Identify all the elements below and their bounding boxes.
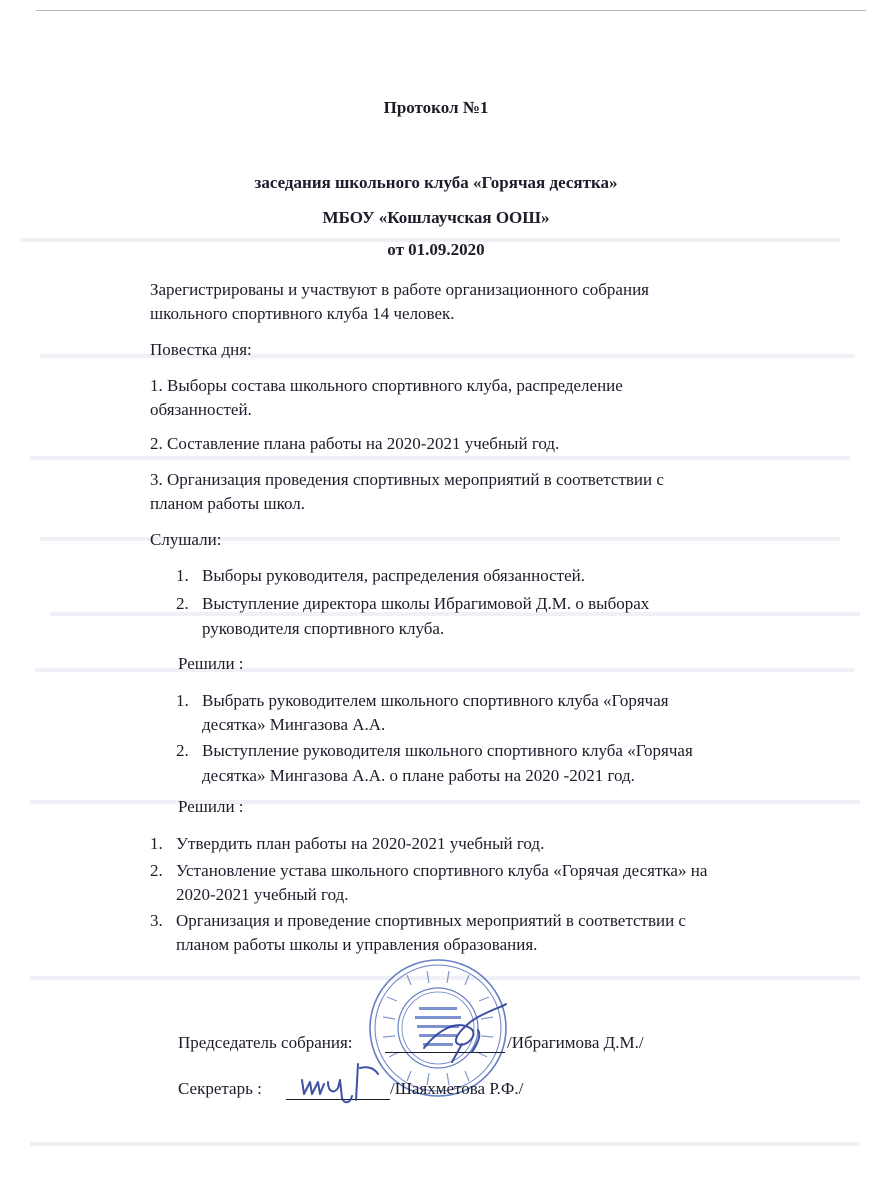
decided-item bbox=[150, 834, 544, 854]
list-text-cont: 2020-2021 учебный год. bbox=[176, 885, 349, 904]
agenda-item: 2. Составление плана работы на 2020-2021 учебный год. bbox=[150, 434, 560, 453]
list-number: 2. bbox=[176, 741, 189, 760]
decided-item bbox=[176, 691, 669, 711]
list-text: Выбрать руководителем школьного спортивного клуба «Горячая bbox=[202, 691, 669, 710]
school-name: МБОУ «Кошлаучская ООШ» bbox=[322, 208, 550, 227]
list-number: 2. bbox=[176, 594, 189, 613]
list-number: 1. bbox=[150, 834, 163, 853]
list-text: Утвердить план работы на 2020-2021 учебный год. bbox=[176, 834, 545, 853]
chair-signature bbox=[418, 1000, 510, 1066]
list-text: Установление устава школьного спортивного клуба «Горячая десятка» на bbox=[176, 861, 708, 880]
chair-name: /Ибрагимова Д.М./ bbox=[507, 1033, 644, 1052]
list-number: 1. bbox=[176, 691, 189, 710]
heard-item bbox=[176, 566, 585, 586]
agenda-item-cont: обязанностей. bbox=[150, 400, 252, 419]
chair-label: Председатель собрания: bbox=[178, 1033, 353, 1052]
document-date: от 01.09.2020 bbox=[387, 240, 485, 259]
agenda-item-cont: планом работы школ. bbox=[150, 494, 305, 513]
list-text: Выступление руководителя школьного спортивного клуба «Горячая bbox=[202, 741, 693, 760]
list-text-cont: десятка» Мингазова А.А. о плане работы на 2020 -2021 год. bbox=[202, 766, 635, 785]
document-subtitle: заседания школьного клуба «Горячая десятка» bbox=[254, 173, 618, 192]
decided-item bbox=[150, 861, 707, 881]
decided-item bbox=[150, 911, 686, 931]
intro-line: Зарегистрированы и участвуют в работе организационного собрания bbox=[150, 280, 649, 299]
list-text: Организация и проведение спортивных мероприятий в соответствии с bbox=[176, 911, 686, 930]
scan-streak bbox=[30, 1142, 860, 1146]
list-text-cont: руководителя спортивного клуба. bbox=[202, 619, 445, 638]
scan-streak bbox=[35, 668, 855, 672]
decided-item bbox=[176, 741, 693, 761]
secretary-label: Секретарь : bbox=[178, 1079, 262, 1098]
agenda-item: 1. Выборы состава школьного спортивного клуба, распределение bbox=[150, 376, 623, 395]
agenda-label: Повестка дня: bbox=[150, 340, 252, 359]
scan-streak bbox=[30, 800, 860, 804]
page-edge-line bbox=[36, 10, 866, 11]
list-text: Выборы руководителя, распределения обязанностей. bbox=[202, 566, 585, 585]
decided-label: Решили : bbox=[178, 797, 244, 816]
decided-label: Решили : bbox=[178, 654, 244, 673]
secretary-name: /Шаяхметова Р.Ф./ bbox=[390, 1079, 524, 1098]
list-number: 1. bbox=[176, 566, 189, 585]
list-text: Выступление директора школы Ибрагимовой Д.М. о выборах bbox=[202, 594, 650, 613]
secretary-signature bbox=[298, 1058, 382, 1106]
list-number: 2. bbox=[150, 861, 163, 880]
heard-label: Слушали: bbox=[150, 530, 222, 549]
intro-line: школьного спортивного клуба 14 человек. bbox=[150, 304, 455, 323]
list-number: 3. bbox=[150, 911, 163, 930]
list-text-cont: планом работы школы и управления образования. bbox=[176, 935, 538, 954]
list-text-cont: десятка» Мингазова А.А. bbox=[202, 715, 386, 734]
heard-item bbox=[176, 594, 649, 614]
agenda-item: 3. Организация проведения спортивных мероприятий в соответствии с bbox=[150, 470, 664, 489]
document-title: Протокол №1 bbox=[383, 98, 489, 117]
scan-streak bbox=[30, 456, 850, 460]
